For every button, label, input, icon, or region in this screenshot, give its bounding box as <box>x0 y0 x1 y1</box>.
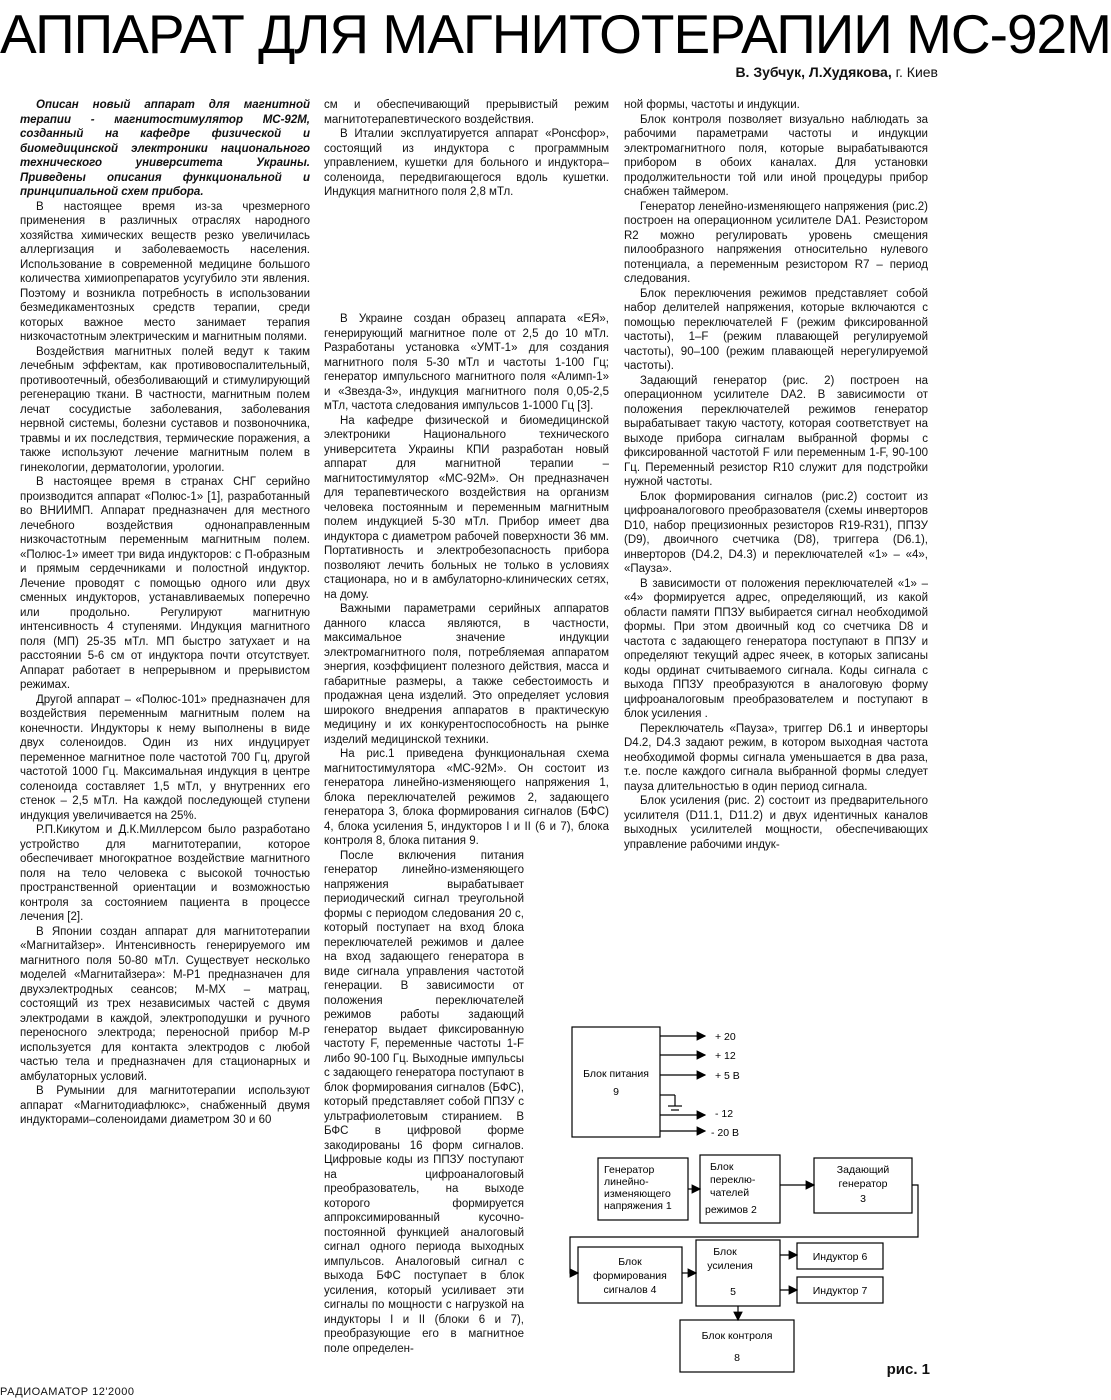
paragraph: На кафедре физической и биомедицинской электроники Национального технического университета Украины КПИ разработан новый аппарат для магнитной терапии – магнитостимулятор «МС-92М». Он предназначен для терапевтического воздействия на организм человека постоянным и переменным магнитным полем индукцией 5-30 мТл. Прибор имеет два индуктора с диаметром рабочей поверхности 36 мм. Портативность и электробезопасность прибора позволяют лечить больных не только в условиях стационара, но и в амбулаторно-клинических сетях, на дому. <box>324 414 609 601</box>
city: г. Киев <box>895 64 938 80</box>
gen-label: Генератор <box>604 1164 655 1176</box>
power-block <box>572 1027 660 1137</box>
paragraph: В Румынии для магнитотерапии используют аппарат «Магнитодиафлюкс», снабженный двумя индукторами–соленоидами диаметром 30 и 60 <box>20 1085 310 1126</box>
paragraph: ной формы, частоты и индукции. <box>624 99 800 111</box>
paragraph: Переключатель «Пауза», триггер D6.1 и инверторы D4.2, D4.3 задают режим, в котором выходная частота необходимой формы сигнала уменьшается в два раза, т.е. после каждого сигнала выбранной формы следует пауза длительностью в один период сигнала. <box>624 722 928 793</box>
paragraph: Блок контроля позволяет визуально наблюдать за рабочими параметрами частоты и индукции электромагнитного поля, которые вырабатываются прибором в обоих каналах. Для установки продолжительности той или иной процедуры прибор снабжен таймером. <box>624 113 928 198</box>
master-label: Задающий <box>836 1164 890 1176</box>
authors: В. Зубчук, Л.Худякова, <box>735 64 892 80</box>
paragraph: Генератор ленейно-изменяющего напряжения (рис.2) построен на операционном усилителе DA1. Резистором R2 можно регулировать уровень смещения пилообразного напряжения относительно нулевого потенциала, а переменным резистором R7 – период следования. <box>624 200 928 285</box>
abstract: Описан новый аппарат для магнитной терапии - магнитостимулятор МС-92М, созданный на кафедре физической и биомедицинской электроники национального технического университета Украины. Приведены описания функциональной и принципиальной схем прибора. <box>20 99 310 198</box>
voltage-label: + 5 В <box>715 1070 740 1082</box>
voltage-label: + 20 <box>715 1031 736 1043</box>
power-label: Блок питания <box>583 1068 649 1080</box>
amplifier-block <box>696 1240 780 1306</box>
control-label: 8 <box>734 1352 740 1364</box>
column-1 <box>20 98 310 1373</box>
paragraph: В Италии эксплуатируется аппарат «Ронсфор», состоящий из индуктора с программным управлением, кушетки для больного и индуктора–соленоида, передвигающегося вдоль кушетки. Индукция магнитного поля 2,8 мТл. <box>324 128 609 198</box>
column-3 <box>624 98 928 923</box>
paragraph: Блок формирования сигналов (рис.2) состоит из цифроаналогового преобразователя (схемы инверторов D10, набор прецизионных резисторов R19-R31), ППЗУ (D9), двоичного счетчика (D8), триггера (D6.1), инверторов (D4.2, D4.3) и переключателей «1» – «4», «Пауза». <box>624 490 928 575</box>
paragraph: Р.П.Кикутом и Д.К.Миллерсом было разработано устройство для магнитотерапии, которое обеспечивает многократное воздействие магнитного поля на тело человека с высокой точностью пространственной ориентации и возможностью контроля за состоянием пациента в процессе лечения [2]. <box>20 824 310 923</box>
master-label: 3 <box>860 1193 866 1205</box>
control-block <box>680 1320 794 1372</box>
former-label: Блок <box>618 1256 642 1268</box>
switch-label: чателей <box>710 1187 750 1199</box>
switch-label: переклю- <box>710 1174 756 1186</box>
voltage-label: + 12 <box>715 1050 736 1062</box>
inductor7-label: Индуктор 7 <box>812 1285 868 1297</box>
switch-label: Блок <box>710 1161 734 1173</box>
control-label: Блок контроля <box>701 1330 773 1342</box>
paragraph: В Украине создан образец аппарата «ЕЯ», генерирующий магнитное поле от 2,5 до 10 мТл. Разработаны установка «УМТ-1» для создания магнитного поля 5-30 мТл и частоты 1-100 Гц; генератор импульсного магнитного поля «Алимп-1» и «Звезда-3», индукция магнитного поля 0,05-2,5 мТл, частота следования импульсов 1-1000 Гц [3]. <box>324 313 609 412</box>
amp-label: усиления <box>707 1260 753 1272</box>
block-diagram <box>540 1015 930 1380</box>
paragraph: Воздействия магнитных полей ведут к таким лечебным эффектам, как противовоспалительный, противоотечный, обезболивающий и стимулирующий регенерацию ткани. В частности, магнитным полем лечат сосудистые заболевания, заболевания нервной системы, болезни суставов и позвоночника, травмы и их последствия, термические поражения, а также используют лечение магнитным полем в гинекологии, дерматологии, урологии. <box>20 345 310 474</box>
byline <box>735 64 938 80</box>
paragraph: см и обеспечивающий прерывистый режим магнитотерапевтического воздействия. <box>324 99 609 126</box>
gen-label: напряжения 1 <box>604 1200 672 1212</box>
paragraph: Блок переключения режимов представляет собой набор делителей напряжения, которые включаются с помощью переключателей F (режим фиксированной частоты), 1–F (режим плавающей регулируемой частоты), 90–100 (режим плавающей нерегулируемой частоты). <box>624 287 928 372</box>
inductor6-label: Индуктор 6 <box>812 1251 868 1263</box>
paragraph: В зависимости от положения переключателей «1» – «4» формируется адрес, определяющий, из какой области памяти ППЗУ выбирается сигнал необходимой формы. При этом двоичный код со счетчика D8 и частота с задающего генератора поступают в ППЗУ и определяют текущий адрес ячеек, в которых записаны коды ординат считываемого сигнала. Коды сигнала с выхода ППЗУ преобразуются в аналоговую форму цифроаналоговым преобразователем и поступают в блок усиления . <box>624 577 928 720</box>
column-2-top <box>324 98 609 312</box>
paragraph: Другой аппарат – «Полюс-101» предназначен для воздействия переменным магнитным полем на конечности. Индукторы к нему выполнены в виде двух соленоидов. Один из них индуцирует переменное магнитное поле частотой 700 Гц, другой частотой 1000 Гц. Максимальная индукция в центре соленоида составляет 1,5 мТл, у внутренних его стенок – 2,5 мТл. На каждой последующей ступени индукция увеличивается на 25%. <box>20 693 310 822</box>
gen-label: изменяющего <box>604 1188 671 1200</box>
paragraph: После включения питания генератор линейно-изменяющего напряжения вырабатывает периодический сигнал треугольной формы с периодом следования 20 с, который поступает на вход блока переключателей режимов и далее на вход задающего генератора в виде сигнала управления частотой генерации. В зависимости от положения переключателей режимов работы задающий генератор выдает фиксированную частоту F, переменные частоты 1-F либо 90-100 Гц. Выходные импульсы с задающего генератора поступают в блок формирования сигналов (БФС), который представляет собой ППЗУ с ультрафиолетовым стиранием. В БФС в цифровой форме закодированы 16 форм сигналов. Цифровые коды из ППЗУ поступают на цифроаналоговый преобразователь, на выходе которого формируется аппроксимированный кусочно-постоянной функцией аналоговый сигнал одного периода выходных импульсов. Аналоговый сигнал с выхода БФС поступает в блок усиления, который усиливает эти сигналы по мощности с нагрузкой на индукторы I и II (блоки 6 и 7), преобразующие его в магнитное поле определен- <box>324 849 524 1355</box>
footer: РАДИОАМАТОР 12'2000 <box>0 1386 135 1398</box>
paragraph: В настоящее время в странах СНГ серийно производится аппарат «Полюс-1» [1], разработанный во ВНИИМП. Аппарат предназначен для местного лечебного воздействия однонаправленным низкочастотным переменным магнитным полем. «Полюс-1» имеет три вида индукторов: с П-образным и прямым сердечниками и полостной индуктор. Лечение проводят с помощью одного или двух сменных индукторов, устанавливаемых поперечно или продольно. Регулируют магнитную интенсивность 4 ступенями. Индукция магнитного поля (МП) 25-35 мТл. МП быстро затухает и на расстоянии 5-6 см от индуктора почти отсутствует. Аппарат работает в непрерывном и прерывистом режимах. <box>20 476 310 691</box>
amp-label: 5 <box>730 1286 736 1298</box>
paragraph: Важными параметрами серийных аппаратов данного класса являются, в частности, максимальное значение индукции электромагнитного поля, потребляемая аппаратом энергия, коэффициент полезного действия, масса и габаритные размеры, а также себестоимость и продажная цена изделий. Это определяет условия широкого внедрения аппаратов в практическую медицину и их конкурентоспособность на рынке изделий медицинской техники. <box>324 603 609 746</box>
paragraph: В Японии создан аппарат для магнитотерапии «Магнитайзер». Интенсивность генерируемого им магнитного поля 50-80 мТл. Существует несколько моделей «Магнитайзера»: М-Р1 предназначен для двухэлектродных сеансов; М-МХ – матрац, состоящий из трех независимых частей с двумя электродами в каждой, электроподушки и ручного переносного электрода; переносной прибор М-Р используется для контакта электродов с любой частью тела и предназначен для стационарных и амбулаторных условий. <box>20 925 310 1083</box>
paragraph: Блок усиления (рис. 2) состоит из предварительного усилителя (D11.1, D11.2) и двух идентичных каналов выходных усилителей мощности, обеспечивающих управление рабочими индук- <box>624 795 928 851</box>
former-label: сигналов 4 <box>603 1284 657 1296</box>
former-label: формирования <box>593 1270 667 1282</box>
amp-label: Блок <box>713 1246 737 1258</box>
paragraph: В настоящее время из-за чрезмерного применения в различных отраслях народного хозяйства химических веществ резко увеличилась аллергизация и заболеваемость населения. Использование в современной медицине большого количества химиопрепаратов усугубило эти явления. Поэтому и возникла потребность в использовании безмедикаментозных средств терапии, среди которых важное место занимает терапия низкочастотным электрическим и магнитным полями. <box>20 200 310 343</box>
master-label: генератор <box>838 1178 888 1190</box>
power-number: 9 <box>613 1086 619 1098</box>
figure-caption: рис. 1 <box>886 1361 930 1378</box>
voltage-label: - 20 В <box>711 1127 740 1139</box>
paragraph: На рис.1 приведена функциональная схема магнитостимулятора «МС-92М». Он состоит из генератора линейно-изменяющего напряжения 1, блока переключателей режимов 2, задающего генератора 3, блока формирования сигналов (БФС) 4, блока усиления 5, индукторов I и II (6 и 7), блока контроля 8, блока питания 9. <box>324 748 609 847</box>
article-title: АППАРАТ ДЛЯ МАГНИТОТЕРАПИИ МС-92М <box>0 3 1111 65</box>
paragraph: Задающий генератор (рис. 2) построен на операционном усилителе DA2. В зависимости от положения переключателей режимов генератор вырабатывает такую частоту, которая соответствует на выходе прибора сигналам выбранной формы с фиксированной частотой F или переменным 1-F, 90-100 Гц. Переменный резистор R10 служит для подстройки нужной частоты. <box>624 374 928 488</box>
gen-label: линейно- <box>604 1176 649 1188</box>
voltage-label: - 12 <box>715 1108 734 1120</box>
switch-label: режимов 2 <box>705 1204 757 1216</box>
